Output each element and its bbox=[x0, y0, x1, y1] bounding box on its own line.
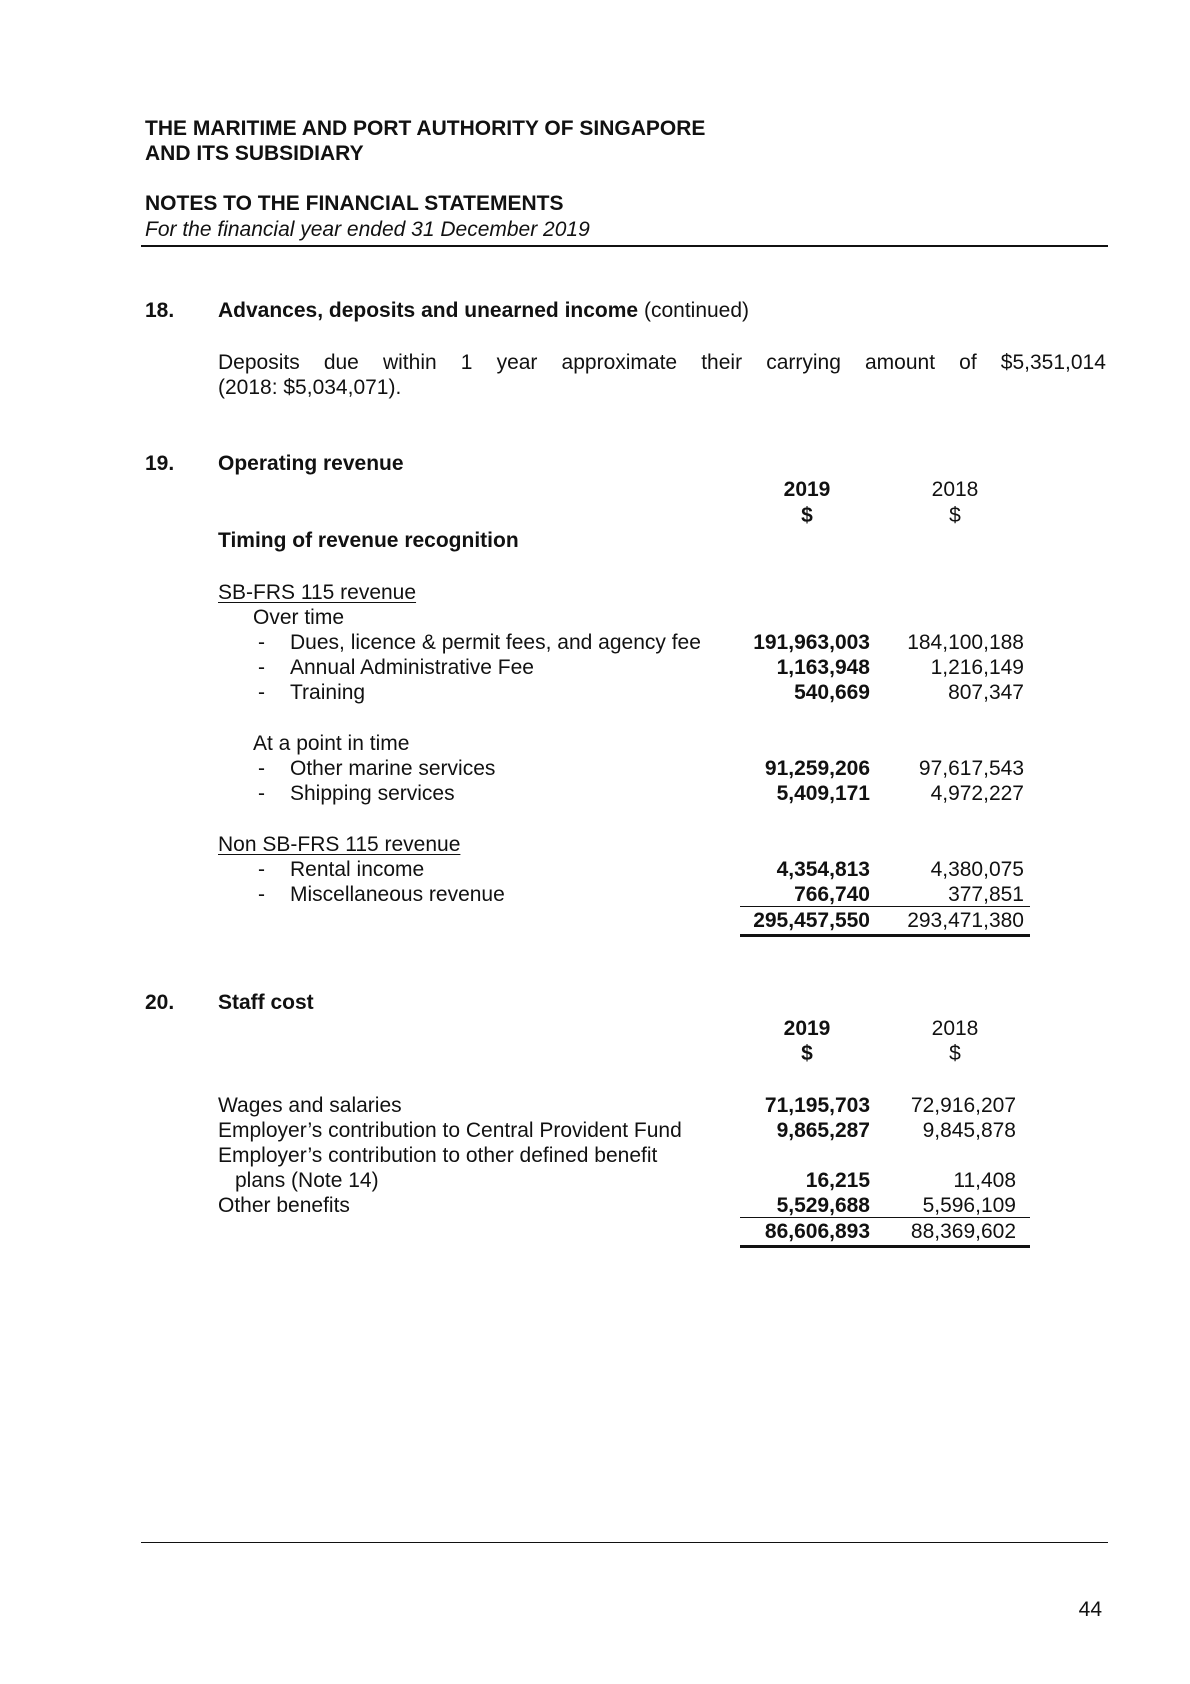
para-word: approximate bbox=[561, 351, 678, 374]
header-rule bbox=[141, 245, 1108, 247]
note-19-col-2019: 2019 bbox=[783, 478, 831, 501]
value-2018: 807,347 bbox=[948, 681, 1024, 704]
value-2018: 72,916,207 bbox=[910, 1094, 1016, 1117]
value-2019: 540,669 bbox=[794, 681, 870, 704]
row-label: Other marine services bbox=[290, 757, 496, 780]
staff-row-label: Employer’s contribution to other defined benefit bbox=[218, 1144, 658, 1167]
reporting-period: For the financial year ended 31 December 2019 bbox=[145, 218, 590, 241]
note-18-number: 18. bbox=[145, 299, 175, 322]
row-label: Miscellaneous revenue bbox=[290, 883, 505, 906]
total-2019: 295,457,550 bbox=[753, 909, 870, 932]
total-double-rule bbox=[740, 1245, 1030, 1248]
value-2019: 1,163,948 bbox=[776, 656, 870, 679]
para-word: due bbox=[323, 351, 359, 374]
note-20-title: Staff cost bbox=[218, 991, 314, 1014]
row-dash: - bbox=[258, 883, 265, 906]
note-19-currency-2018: $ bbox=[949, 504, 961, 527]
value-2018: 184,100,188 bbox=[907, 631, 1024, 654]
note-19-subheading: Timing of revenue recognition bbox=[218, 529, 519, 552]
subtotal-rule bbox=[740, 1217, 1030, 1218]
para-word: carrying bbox=[766, 351, 841, 374]
value-2019: 9,865,287 bbox=[776, 1119, 870, 1142]
note-18-title: Advances, deposits and unearned income bbox=[218, 299, 639, 322]
over-time-heading: Over time bbox=[253, 606, 345, 629]
value-2019: 5,409,171 bbox=[776, 782, 870, 805]
para-word: of bbox=[959, 351, 977, 374]
value-2018: 97,617,543 bbox=[918, 757, 1024, 780]
section-title: NOTES TO THE FINANCIAL STATEMENTS bbox=[145, 192, 564, 215]
page-number: 44 bbox=[1078, 1598, 1102, 1621]
note-20-col-2019: 2019 bbox=[783, 1017, 831, 1040]
value-2019: 71,195,703 bbox=[764, 1094, 870, 1117]
para-word: year bbox=[496, 351, 538, 374]
note-19-col-2018: 2018 bbox=[931, 478, 979, 501]
value-2019: 91,259,206 bbox=[764, 757, 870, 780]
note-18-paragraph-line1 bbox=[218, 350, 1106, 375]
total-double-rule bbox=[740, 934, 1030, 937]
value-2018: 11,408 bbox=[953, 1169, 1016, 1192]
total-2018: 88,369,602 bbox=[910, 1220, 1016, 1243]
entity-name-line2: AND ITS SUBSIDIARY bbox=[145, 142, 364, 165]
note-19-number: 19. bbox=[145, 452, 175, 475]
row-dash: - bbox=[258, 656, 265, 679]
note-20-number: 20. bbox=[145, 991, 175, 1014]
row-label: Rental income bbox=[290, 858, 425, 881]
row-dash: - bbox=[258, 757, 265, 780]
value-2019: 4,354,813 bbox=[776, 858, 870, 881]
para-word: amount bbox=[865, 351, 936, 374]
note-19-title: Operating revenue bbox=[218, 452, 404, 475]
row-label: Dues, licence & permit fees, and agency fee bbox=[290, 631, 701, 654]
row-label: Training bbox=[290, 681, 366, 704]
value-2018: 5,596,109 bbox=[922, 1194, 1016, 1217]
value-2019: 5,529,688 bbox=[776, 1194, 870, 1217]
value-2018: 377,851 bbox=[948, 883, 1024, 906]
row-dash: - bbox=[258, 858, 265, 881]
value-2018: 4,972,227 bbox=[930, 782, 1024, 805]
staff-row-label-continued: plans (Note 14) bbox=[235, 1169, 379, 1192]
total-2019: 86,606,893 bbox=[764, 1220, 870, 1243]
value-2019: 16,215 bbox=[805, 1169, 870, 1192]
row-dash: - bbox=[258, 681, 265, 704]
staff-row-label: Employer’s contribution to Central Provident Fund bbox=[218, 1119, 682, 1142]
point-in-time-heading: At a point in time bbox=[253, 732, 410, 755]
footer-rule bbox=[141, 1542, 1108, 1543]
note-20-currency-2019: $ bbox=[801, 1042, 813, 1065]
para-word: $5,351,014 bbox=[1000, 351, 1106, 374]
para-word: their bbox=[701, 351, 743, 374]
subtotal-rule bbox=[740, 906, 1030, 907]
row-dash: - bbox=[258, 782, 265, 805]
note-20-currency-2018: $ bbox=[949, 1042, 961, 1065]
note-18-paragraph-line2: (2018: $5,034,071). bbox=[218, 376, 402, 399]
total-2018: 293,471,380 bbox=[907, 909, 1024, 932]
row-label: Shipping services bbox=[290, 782, 455, 805]
note-20-col-2018: 2018 bbox=[931, 1017, 979, 1040]
value-2018: 1,216,149 bbox=[930, 656, 1024, 679]
non-sbfrs115-group-heading: Non SB-FRS 115 revenue bbox=[218, 833, 461, 856]
para-word: Deposits bbox=[218, 351, 300, 374]
staff-row-label: Other benefits bbox=[218, 1194, 350, 1217]
value-2018: 9,845,878 bbox=[922, 1119, 1016, 1142]
note-18-continued: (continued) bbox=[643, 299, 750, 322]
staff-row-label: Wages and salaries bbox=[218, 1094, 402, 1117]
note-19-currency-2019: $ bbox=[801, 504, 813, 527]
entity-name-line1: THE MARITIME AND PORT AUTHORITY OF SINGAPORE bbox=[145, 117, 706, 140]
note-18-heading bbox=[218, 298, 749, 323]
value-2018: 4,380,075 bbox=[930, 858, 1024, 881]
value-2019: 191,963,003 bbox=[753, 631, 870, 654]
value-2019: 766,740 bbox=[794, 883, 870, 906]
para-word: within bbox=[382, 351, 437, 374]
para-word: 1 bbox=[460, 351, 473, 374]
sbfrs115-group-heading: SB-FRS 115 revenue bbox=[218, 581, 417, 604]
row-dash: - bbox=[258, 631, 265, 654]
row-label: Annual Administrative Fee bbox=[290, 656, 534, 679]
